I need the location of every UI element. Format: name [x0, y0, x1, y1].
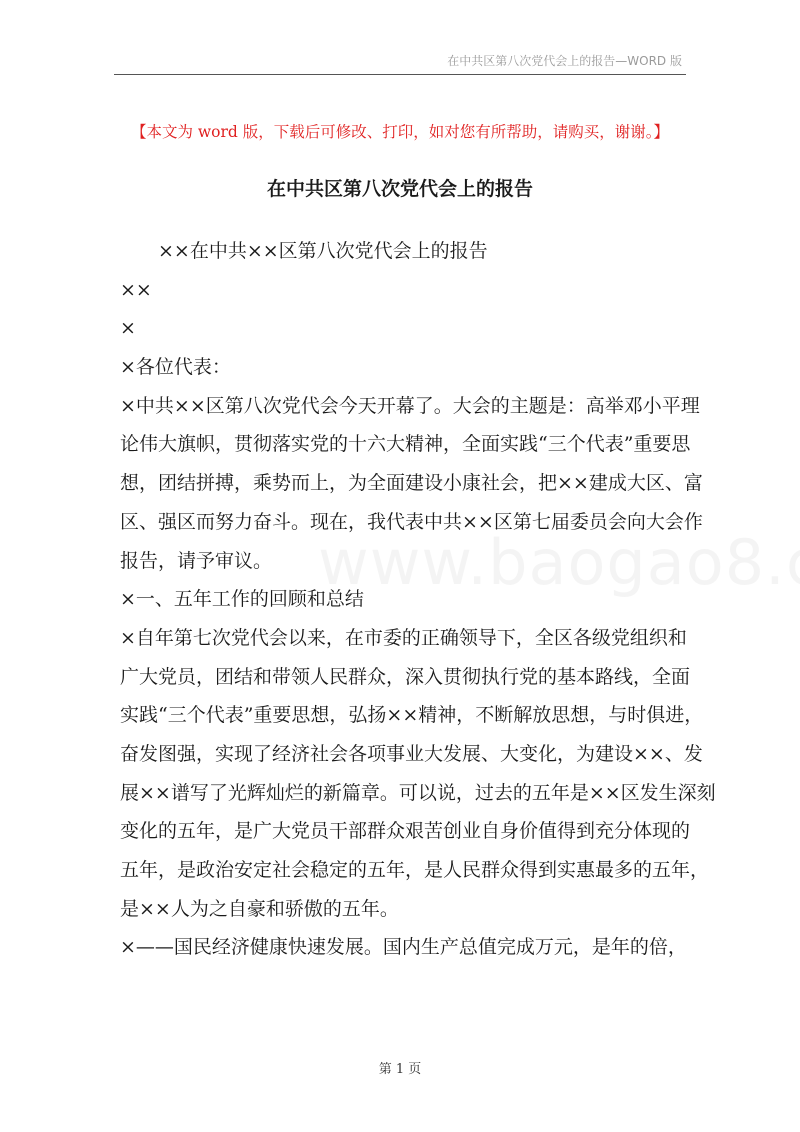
purchase-notice: 【本文为 word 版，下载后可修改、打印，如对您有所帮助，请购买，谢谢。】 [130, 123, 670, 141]
body-line: ×——国民经济健康快速发展。国内生产总值完成万元，是年的倍， [120, 936, 687, 959]
header-divider [114, 74, 686, 75]
body-line: 实践“三个代表”重要思想，弘扬××精神，不断解放思想，与时俱进， [120, 704, 704, 727]
body-line: 报告，请予审议。 [120, 549, 273, 572]
body-line: ×中共××区第八次党代会今天开幕了。大会的主题是：高举邓小平理 [120, 394, 700, 417]
body-line: 广大党员，团结和带领人民群众，深入贯彻执行党的基本路线，全面 [120, 665, 691, 688]
body-line: ×各位代表： [120, 356, 231, 379]
body-line: 是××人为之自豪和骄傲的五年。 [120, 897, 399, 920]
body-line: 区、强区而努力奋斗。现在，我代表中共××区第七届委员会向大会作 [120, 510, 703, 533]
body-line: 变化的五年，是广大党员干部群众艰苦创业自身价值得到充分体现的 [120, 820, 691, 843]
body-line: ×一、五年工作的回顾和总结 [120, 588, 364, 611]
body-line: ×自年第七次党代会以来，在市委的正确领导下，全区各级党组织和 [120, 626, 687, 649]
body-line: 奋发图强，实现了经济社会各项事业大发展、大变化，为建设××、发 [120, 742, 703, 765]
page-number: 第 1 页 [378, 1062, 422, 1077]
body-line: 五年，是政治安定社会稳定的五年，是人民群众得到实惠最多的五年， [120, 859, 710, 881]
body-line: 论伟大旗帜，贯彻落实党的十六大精神，全面实践“三个代表”重要思 [120, 433, 691, 456]
body-line: 想，团结拼搏，乘势而上，为全面建设小康社会，把××建成大区、富 [120, 472, 703, 495]
body-line: ××在中共××区第八次党代会上的报告 [158, 240, 488, 262]
document-title: 在中共区第八次党代会上的报告 [266, 178, 533, 200]
running-header: 在中共区第八次党代会上的报告—WORD 版 [447, 54, 682, 68]
body-line: ×× [120, 278, 152, 301]
body-line: × [120, 317, 136, 340]
document-body [120, 232, 716, 967]
body-line: 展××谱写了光辉灿烂的新篇章。可以说，过去的五年是××区发生深刻 [120, 781, 716, 804]
